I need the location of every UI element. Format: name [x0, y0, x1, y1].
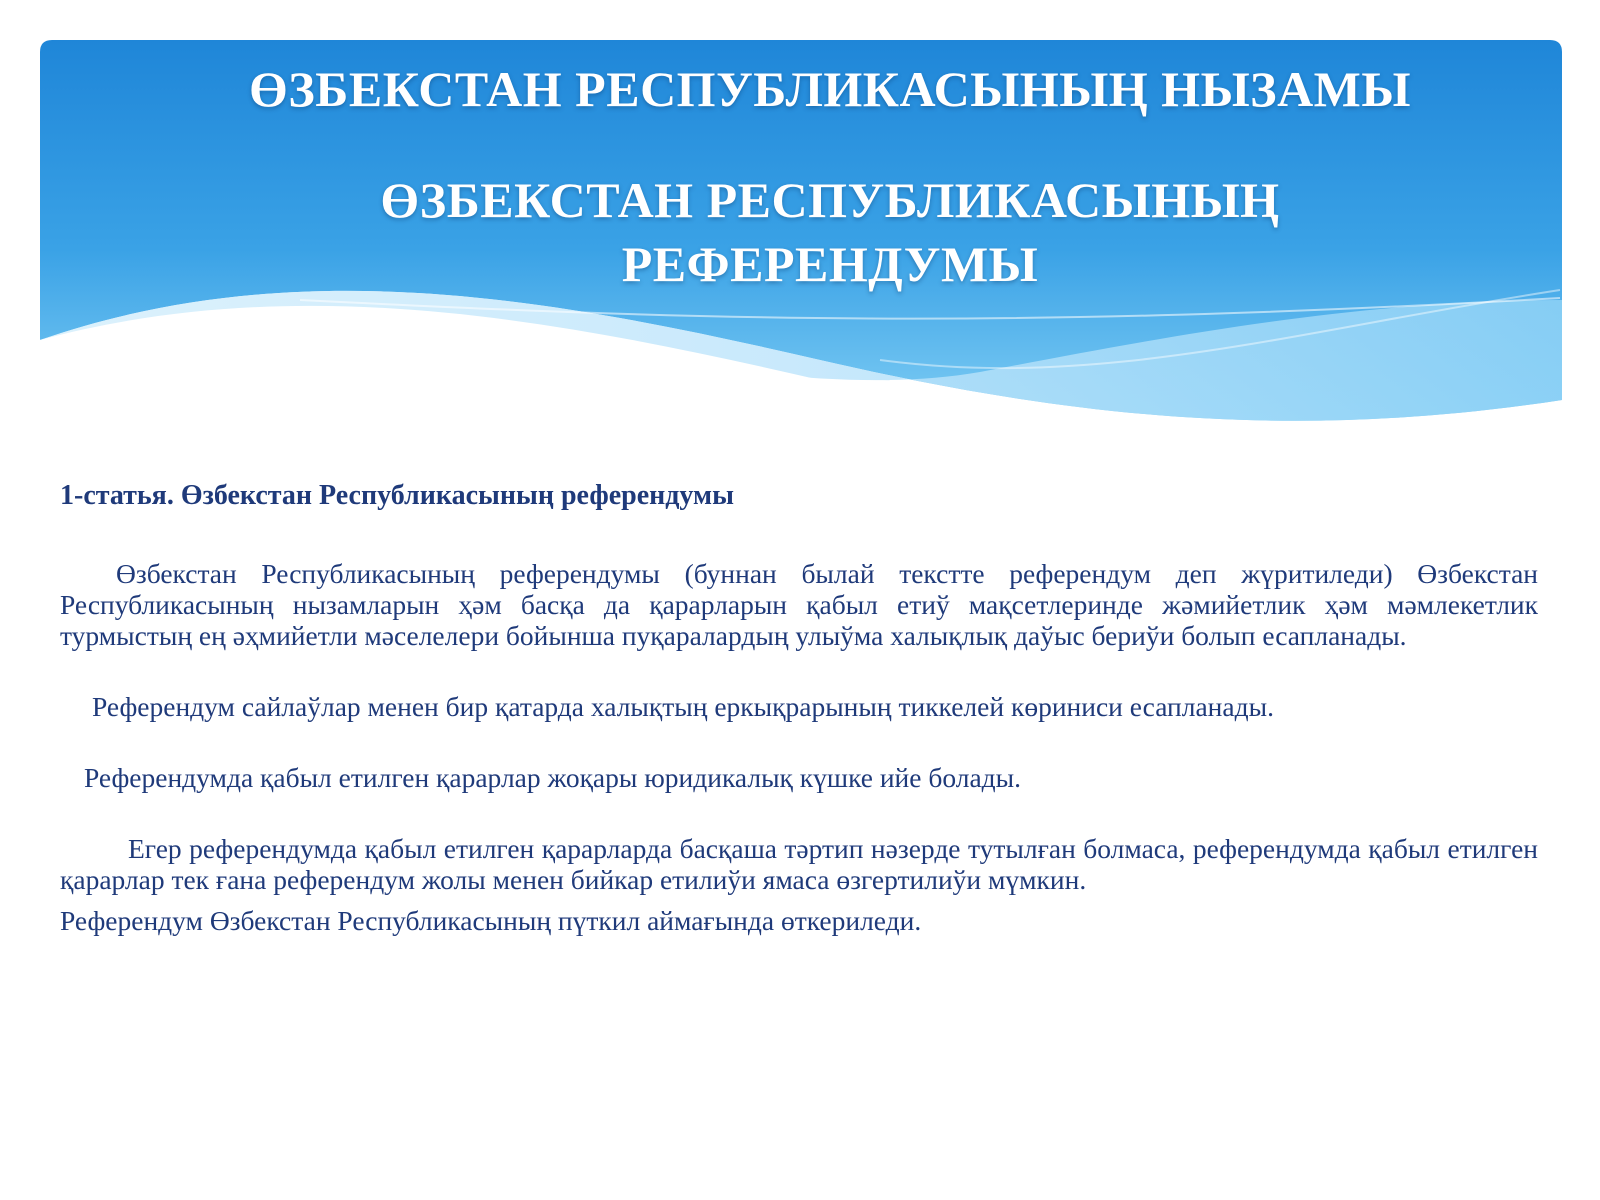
article-heading: 1-статья. Өзбекстан Республикасының референдумы [60, 480, 734, 511]
article-paragraph-4: Егер референдумда қабыл етилген қарарларда басқаша тәртип нәзерде тутылған болмаса, референдумда қабыл етилген қарарлар тек ғана референдум жолы менен бийкар етилиўи ямаса өзгертилиўи мүмкин. [60, 833, 1538, 895]
article-content [60, 478, 1538, 936]
article-paragraph-2: Референдум сайлаўлар менен бир қатарда халықтың еркықрарының тиккелей көриниси есапланады. [92, 691, 1274, 722]
law-subtitle-line-2: РЕФЕРЕНДУМЫ [621, 236, 1039, 292]
article-paragraph-3: Референдумда қабыл етилген қарарлар жоқары юридикалық күшке ийе болады. [84, 762, 1021, 793]
law-subtitle-line-1: ӨЗБЕКСТАН РЕСПУБЛИКАСЫНЫҢ [380, 172, 1280, 228]
law-title: ӨЗБЕКСТАН РЕСПУБЛИКАСЫНЫҢ НЫЗАМЫ [249, 61, 1411, 117]
article-paragraph-5: Референдум Өзбекстан Республикасының пүткил аймағында өткериледи. [60, 905, 922, 936]
law-subtitle [230, 168, 1430, 296]
article-paragraph-1: Өзбекстан Республикасының референдумы (буннан былай текстте референдум деп жүритиледи) Өзбекстан Республикасының нызамларын ҳәм басқа да қарарларын қабыл етиў мақсетлеринде жәмийетлик ҳәм мәмлекетлик турмыстың ең әҳмийетли мәселелери бойынша пуқаралардың улыўма халықлық даўыс бериўи болып есапланады. [60, 558, 1538, 651]
